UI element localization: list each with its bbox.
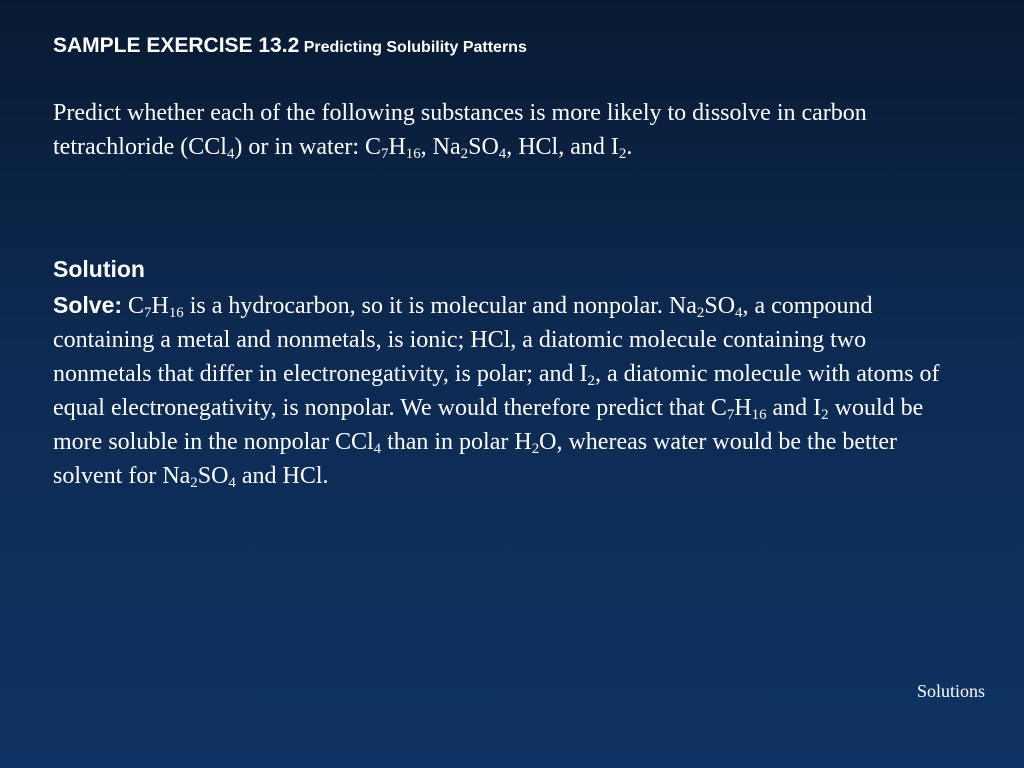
solution-fragment: , a compound containing a metal and nonmetals, is ionic; HCl, a diatomic molecule containing two nonmetals that differ in electronegativity, is polar; and I bbox=[53, 293, 873, 387]
solution-text bbox=[53, 288, 963, 493]
solution-fragment: than in polar H bbox=[381, 429, 532, 455]
subscript: 2 bbox=[587, 373, 595, 390]
problem-statement bbox=[53, 96, 953, 164]
solution-fragment: SO bbox=[704, 293, 736, 319]
problem-text: H bbox=[388, 134, 406, 160]
solution-fragment: SO bbox=[197, 463, 229, 489]
subscript: 7 bbox=[144, 305, 152, 322]
subscript: 16 bbox=[751, 407, 767, 424]
subscript: 4 bbox=[735, 305, 743, 322]
subscript: 4 bbox=[373, 441, 382, 458]
solution-fragment: H bbox=[734, 395, 752, 421]
subscript: 16 bbox=[405, 146, 421, 163]
exercise-subtitle: Predicting Solubility Patterns bbox=[303, 39, 527, 56]
solution-heading: Solution bbox=[53, 256, 145, 282]
subscript: 2 bbox=[190, 475, 198, 492]
solution-fragment: would be more soluble in the nonpolar CCl bbox=[53, 395, 924, 455]
subscript: 4 bbox=[498, 146, 507, 163]
problem-text: , HCl, and I bbox=[506, 134, 619, 160]
solve-label: Solve: bbox=[53, 292, 123, 318]
subscript: 2 bbox=[531, 441, 540, 458]
exercise-title: SAMPLE EXERCISE 13.2 bbox=[53, 34, 300, 57]
subscript: 2 bbox=[821, 407, 829, 424]
subscript: 2 bbox=[618, 146, 627, 163]
exercise-header bbox=[53, 34, 527, 58]
solution-fragment: , a diatomic molecule with atoms of equal electronegativity, is nonpolar. We would therefore predict that C bbox=[53, 361, 940, 421]
solution-fragment: O, whereas water would be the better solvent for Na bbox=[53, 429, 897, 489]
subscript: 2 bbox=[696, 305, 705, 322]
subscript: 16 bbox=[168, 305, 184, 322]
solution-fragment: is a hydrocarbon, so it is molecular and nonpolar. Na bbox=[183, 293, 697, 319]
problem-text: . bbox=[626, 134, 633, 160]
subscript: 4 bbox=[226, 146, 235, 163]
solution-fragment: and HCl. bbox=[235, 463, 329, 489]
problem-text: SO bbox=[468, 134, 499, 160]
solution-fragment: C bbox=[122, 293, 145, 319]
subscript: 4 bbox=[228, 475, 236, 492]
subscript: 7 bbox=[726, 407, 735, 424]
problem-text: ) or in water: C bbox=[234, 134, 382, 160]
solution-fragment: H bbox=[151, 293, 169, 319]
subscript: 7 bbox=[381, 146, 389, 163]
footer-label: Solutions bbox=[916, 681, 985, 701]
subscript: 2 bbox=[460, 146, 469, 163]
solution-fragment: and I bbox=[766, 395, 822, 421]
problem-text: , Na bbox=[420, 134, 461, 160]
problem-text: Predict whether each of the following substances is more likely to dissolve in carbon tetrachloride (CCl bbox=[53, 100, 867, 160]
